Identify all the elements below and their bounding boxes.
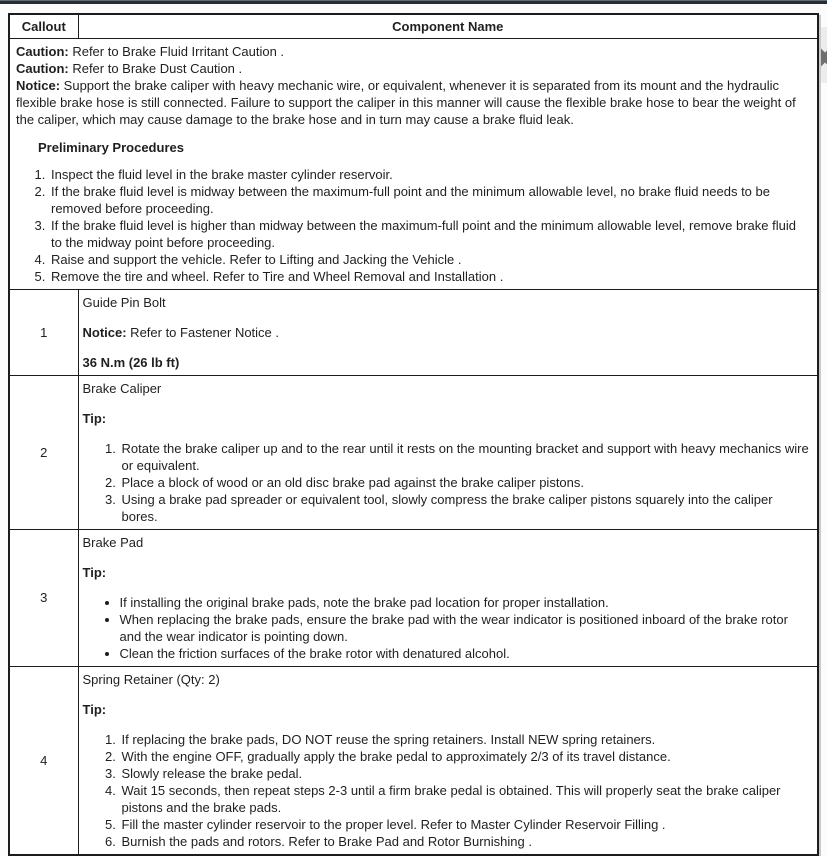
tip-list (83, 731, 810, 850)
intro-cell (9, 38, 818, 289)
component-cell (78, 529, 818, 666)
list-item: 1. Rotate the brake caliper up and to the rear until it rests on the mounting bracket and support with heavy mechanics wire or equivalent. (120, 440, 810, 474)
list-item: 3. Slowly release the brake pedal. (120, 765, 810, 782)
component-name: Brake Pad (82, 534, 144, 550)
component-table (8, 13, 819, 856)
list-item: 1. If replacing the brake pads, DO NOT reuse the spring retainers. Install NEW spring retainers. (120, 731, 810, 748)
list-item: 6. Burnish the pads and rotors. Refer to Brake Pad and Rotor Burnishing . (120, 833, 810, 850)
list-item: 3. Using a brake pad spreader or equivalent tool, slowly compress the brake caliper pistons squarely into the caliper bores. (120, 491, 810, 525)
component-name-column-header: Component Name (78, 14, 818, 38)
list-item: 2. With the engine OFF, gradually apply the brake pedal to approximately 2/3 of its travel distance. (120, 748, 810, 765)
list-item: 1. Inspect the fluid level in the brake master cylinder reservoir. (49, 166, 809, 183)
table-row (9, 289, 818, 375)
component-name: Spring Retainer (Qty: 2) (82, 671, 220, 687)
component-cell (78, 375, 818, 529)
tip-label: Tip: (82, 701, 107, 717)
list-item: 5. Fill the master cylinder reservoir to the proper level. Refer to Master Cylinder Reservoir Filling . (120, 816, 810, 833)
notice-text: Notice: Support the brake caliper with heavy mechanic wire, or equivalent, whenever it is separated from its mount and the hydraulic flexible brake hose is still connected. Failure to support the caliper in this manner will cause the flexible brake hose to bear the weight of the caliper, which may cause damage to the brake hose and in turn may cause a brake fluid leak. (16, 77, 796, 127)
table-row (9, 666, 818, 855)
list-item: • If installing the original brake pads, note the brake pad location for proper installation. (120, 594, 810, 611)
callout-cell: 3 (9, 529, 78, 666)
list-item: 4. Wait 15 seconds, then repeat steps 2-3 until a firm brake pedal is obtained. This will properly seat the brake caliper pistons and the brake pads. (120, 782, 810, 816)
callout-cell: 2 (9, 375, 78, 529)
caution-text: Caution: Refer to Brake Dust Caution . (16, 60, 243, 76)
list-item: 2. If the brake fluid level is midway between the maximum-full point and the minimum allowable level, no brake fluid needs to be removed before proceeding. (49, 183, 809, 217)
callout-cell: 1 (9, 289, 78, 375)
intro-row (9, 38, 818, 289)
list-item: 4. Raise and support the vehicle. Refer to Lifting and Jacking the Vehicle . (49, 251, 809, 268)
tip-list (83, 594, 810, 662)
tip-label: Tip: (82, 564, 107, 580)
list-item: • When replacing the brake pads, ensure the brake pad with the wear indicator is positioned inboard of the brake rotor and the wear indicator is pointing down. (120, 611, 810, 645)
preliminary-list (16, 166, 809, 285)
tip-list (83, 440, 810, 525)
callout-column-header: Callout (9, 14, 78, 38)
list-item: 2. Place a block of wood or an old disc brake pad against the brake caliper pistons. (120, 474, 810, 491)
table-header-row (9, 14, 818, 38)
list-item: • Clean the friction surfaces of the brake rotor with denatured alcohol. (120, 645, 810, 662)
caution-text: Caution: Refer to Brake Fluid Irritant Caution . (16, 43, 285, 59)
table-row (9, 375, 818, 529)
notice-text: Notice: Refer to Fastener Notice . (82, 324, 280, 340)
component-name: Brake Caliper (82, 380, 162, 396)
tip-label: Tip: (82, 410, 107, 426)
component-cell (78, 666, 818, 855)
list-item: 5. Remove the tire and wheel. Refer to Tire and Wheel Removal and Installation . (49, 268, 809, 285)
torque-value: 36 N.m (26 lb ft) (82, 354, 180, 370)
component-cell (78, 289, 818, 375)
window-top-edge (0, 0, 827, 4)
component-name: Guide Pin Bolt (82, 294, 166, 310)
callout-cell: 4 (9, 666, 78, 855)
list-item: 3. If the brake fluid level is higher than midway between the maximum-full point and the minimum allowable level, remove brake fluid to the midway point before proceeding. (49, 217, 809, 251)
preliminary-title: Preliminary Procedures (38, 139, 184, 155)
table-row (9, 529, 818, 666)
